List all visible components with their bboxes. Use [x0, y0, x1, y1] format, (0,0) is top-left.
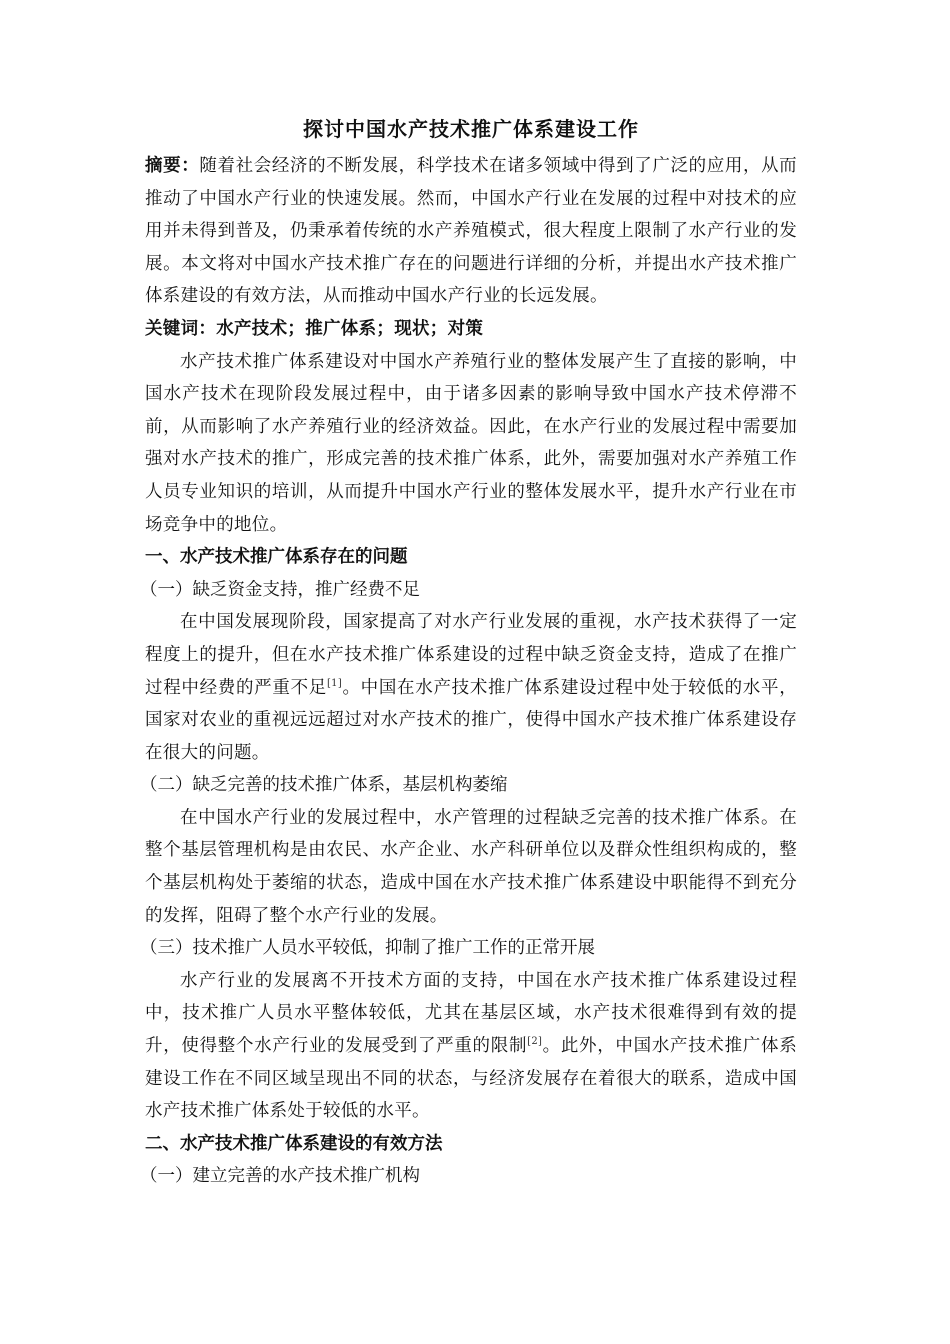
keywords-label: 关键词： — [145, 318, 217, 339]
document-page — [140, 114, 798, 1193]
section1-sub2-paragraph: 在中国水产行业的发展过程中，水产管理的过程缺乏完善的技术推广体系。在整个基层管理机构是由农民、水产企业、水产科研单位以及群众性组织构成的，整个基层机构处于萎缩的状态，造成中国在水产技术推广体系建设中职能得不到充分的发挥，阻碍了整个水产行业的发展。 — [145, 807, 797, 926]
document-title: 探讨中国水产技术推广体系建设工作 — [303, 117, 639, 141]
keywords-paragraph — [145, 313, 797, 346]
section1-sub3-paragraph — [145, 965, 797, 1128]
section1-sub3-text-a: 水产行业的发展离不开技术方面的支持，中国在水产技术推广体系建设过程中，技术推广人员水平整体较低，尤其在基层区域，水产技术很难得到有效的提升，使得整个水产行业的发展受到了严重的限制 — [145, 970, 797, 1057]
section1-sub1-heading: （一）缺乏资金支持，推广经费不足 — [140, 579, 420, 600]
reference-1: [1] — [326, 677, 343, 689]
abstract-label: 摘要： — [145, 156, 200, 176]
section2-sub1-heading: （一）建立完善的水产技术推广机构 — [140, 1166, 420, 1187]
section1-sub1-paragraph — [145, 606, 797, 769]
section1-sub1-text-a: 在中国发展现阶段，国家提高了对水产行业发展的重视，水产技术获得了一定程度上的提升，但在水产技术推广体系建设的过程中缺乏资金支持，造成了在推广过程中经费的严重不足 — [145, 612, 797, 698]
section2-heading: 二、水产技术推广体系建设的有效方法 — [145, 1133, 443, 1154]
keywords-text: 水产技术；推广体系；现状；对策 — [216, 318, 484, 339]
section1-sub3-heading: （三）技术推广人员水平较低，抑制了推广工作的正常开展 — [140, 938, 595, 959]
reference-2: [2] — [527, 1036, 543, 1048]
section1-heading: 一、水产技术推广体系存在的问题 — [145, 547, 408, 568]
intro-paragraph: 水产技术推广体系建设对中国水产养殖行业的整体发展产生了直接的影响，中国水产技术在现阶段发展过程中，由于诸多因素的影响导致中国水产技术停滞不前，从而影响了水产养殖行业的经济效益。因此，在水产行业的发展过程中需要加强对水产技术的推广，形成完善的技术推广体系，此外，需要加强对水产养殖工作人员专业知识的培训，从而提升中国水产行业的整体发展水平，提升水产行业在市场竞争中的地位。 — [145, 351, 797, 535]
section1-sub1-text-b: 。中国在水产技术推广体系建设过程中处于较低的水平，国家对农业的重视远远超过对水产技术的推广，使得中国水产技术推广体系建设存在很大的问题。 — [145, 677, 798, 763]
section1-sub2-heading: （二）缺乏完善的技术推广体系，基层机构萎缩 — [140, 775, 508, 796]
section1-sub3-text-b: 。此外，中国水产技术推广体系建设工作在不同区域呈现出不同的状态，与经济发展存在着很大的联系，造成中国水产技术推广体系处于较低的水平。 — [145, 1036, 797, 1122]
abstract-paragraph — [145, 150, 797, 313]
abstract-text: 随着社会经济的不断发展，科学技术在诸多领域中得到了广泛的应用，从而推动了中国水产行业的快速发展。然而，中国水产行业在发展的过程中对技术的应用并未得到普及，仍秉承着传统的水产养殖模式，很大程度上限制了水产行业的发展。本文将对中国水产技术推广存在的问题进行详细的分析，并提出水产技术推广体系建设的有效方法，从而推动中国水产行业的长远发展。 — [145, 156, 797, 307]
